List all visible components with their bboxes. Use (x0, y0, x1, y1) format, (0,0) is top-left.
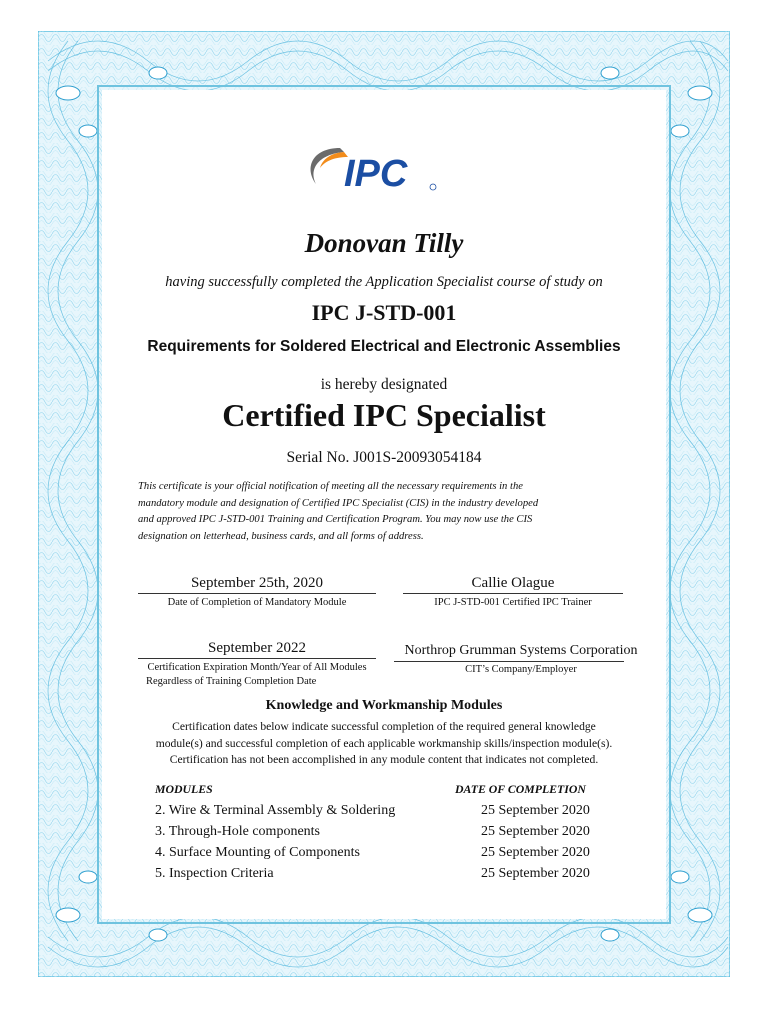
trainer-block (403, 574, 623, 610)
module-name: 3. Through-Hole components (155, 824, 320, 839)
signature-line (394, 661, 624, 662)
module-name: 4. Surface Mounting of Components (155, 845, 360, 860)
notice-line: designation on letterhead, business cards, and all forms of address. (138, 530, 424, 542)
module-date: 25 September 2020 (481, 824, 590, 839)
ipc-logo (300, 140, 440, 198)
employer-value: Northrop Grumman Systems Corporation (404, 643, 638, 658)
designated-line: is hereby designated (320, 376, 448, 393)
signature-line (138, 658, 376, 659)
standard-name: IPC J-STD-001 (311, 300, 457, 325)
module-date: 25 September 2020 (481, 845, 590, 860)
employer-block (394, 642, 648, 677)
module-name: 2. Wire & Terminal Assembly & Soldering (155, 803, 396, 818)
date-header: DATE OF COMPLETION (455, 782, 586, 796)
trainer-name: Callie Olague (471, 575, 555, 591)
module-name: 5. Inspection Criteria (155, 866, 274, 881)
notice-line: This certificate is your official notification of meeting all the necessary requirements in the (138, 481, 523, 492)
module-date: 25 September 2020 (481, 803, 590, 818)
modules-info (0, 719, 768, 769)
completion-statement: having successfully completed the Application Specialist course of study on (165, 274, 603, 290)
completion-date-value: September 25th, 2020 (190, 575, 324, 591)
notice-line: and approved IPC J-STD-001 Training and Certification Program. You may now use the CIS (138, 514, 533, 525)
module-date: 25 September 2020 (481, 866, 590, 881)
completion-date-block (138, 574, 376, 610)
recipient-name: Donovan Tilly (304, 228, 464, 258)
notice-line: mandatory module and designation of Certified IPC Specialist (CIS) in the industry developed (138, 497, 539, 509)
logo-text: IPC (344, 153, 408, 195)
expiration-block (138, 639, 376, 689)
expiration-label-2: Regardless of Training Completion Date (146, 676, 317, 687)
expiration-value: September 2022 (208, 640, 306, 656)
signature-line (403, 593, 623, 594)
info-line: Certification dates below indicate successful completion of the required general knowledge (172, 720, 596, 733)
modules-header: MODULES (155, 782, 213, 796)
completion-date-label: Date of Completion of Mandatory Module (167, 597, 347, 608)
serial-number: Serial No. J001S-20093054184 (286, 449, 482, 466)
signature-line (138, 593, 376, 594)
notice-paragraph (138, 479, 618, 545)
employer-label: CIT’s Company/Employer (465, 664, 577, 675)
designation-title: Certified IPC Specialist (222, 397, 546, 433)
info-line: Certification has not been accomplished in any module content that indicates not completed. (169, 753, 599, 767)
info-line: module(s) and successful completion of each applicable workmanship skills/inspection module(s). (155, 736, 613, 750)
trainer-label: IPC J-STD-001 Certified IPC Trainer (434, 597, 592, 608)
standard-title: Requirements for Soldered Electrical and Electronic Assemblies (147, 338, 621, 355)
modules-section-title: Knowledge and Workmanship Modules (265, 698, 503, 713)
expiration-label: Certification Expiration Month/Year of All Modules (147, 662, 367, 673)
